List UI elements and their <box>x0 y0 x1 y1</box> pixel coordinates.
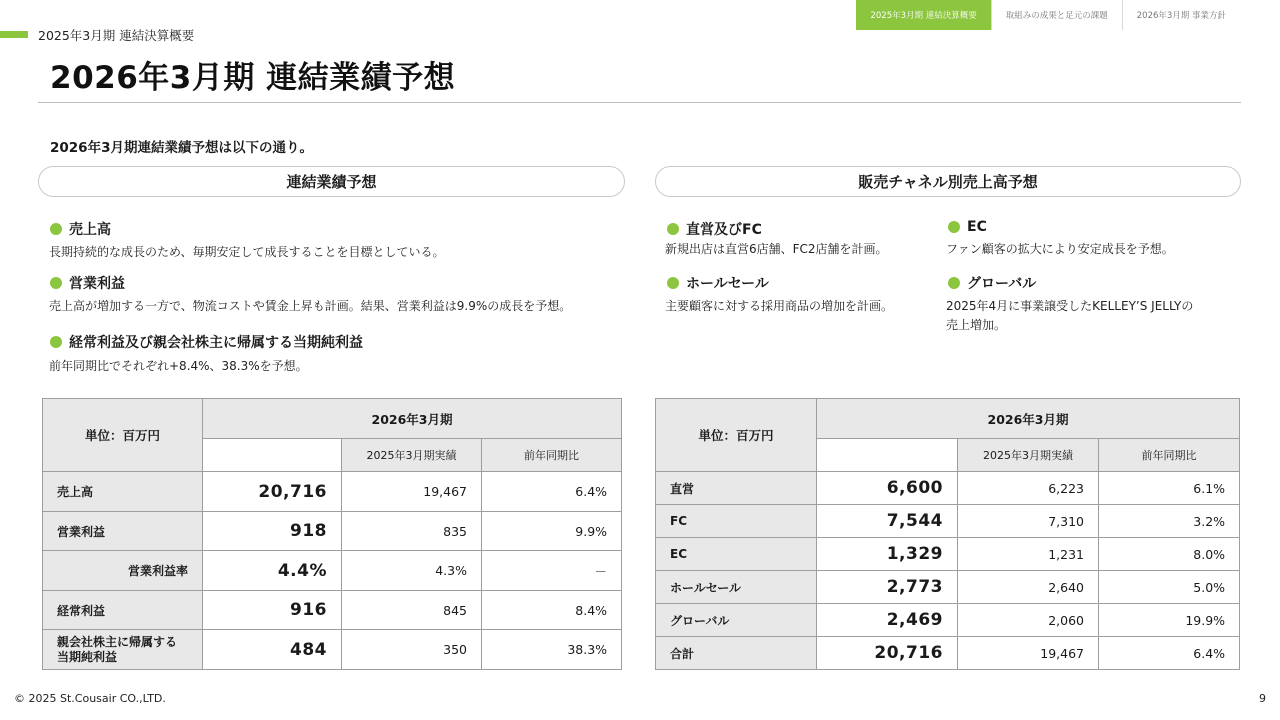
bullet-head-direct-fc <box>667 219 762 239</box>
intro-text: 2026年3月期連結業績予想は以下の通り。 <box>50 140 313 156</box>
row-label: 営業利益率 <box>43 551 203 591</box>
prev-year-value: 19,467 <box>958 637 1099 670</box>
prev-year-value: 7,310 <box>958 505 1099 538</box>
yoy-value: 5.0% <box>1099 571 1240 604</box>
table-row <box>43 630 622 670</box>
accent-bar <box>0 31 28 38</box>
table-row <box>43 512 622 551</box>
bullet-head-ec <box>948 219 987 235</box>
bullet-text-sales: 長期持続的な成長のため、毎期安定して成長することを目標としている。 <box>49 245 445 259</box>
table-row <box>43 472 622 512</box>
forecast-value: 484 <box>203 630 342 670</box>
forecast-value: 4.4% <box>203 551 342 591</box>
bullet-text-global-line1: 2025年4月に事業譲受したKELLEY’S JELLYの <box>946 299 1194 313</box>
yoy-value: 38.3% <box>482 630 622 670</box>
row-label: EC <box>656 538 817 571</box>
nav-tab-results-issues[interactable]: 取組みの成果と足元の課題 <box>991 0 1122 30</box>
row-label: 経常利益 <box>43 591 203 630</box>
prev-year-value: 4.3% <box>342 551 482 591</box>
forecast-column-header <box>817 439 958 472</box>
section-nav <box>856 0 1240 30</box>
forecast-value: 20,716 <box>817 637 958 670</box>
forecast-value: 20,716 <box>203 472 342 512</box>
forecast-value: 918 <box>203 512 342 551</box>
forecast-value: 916 <box>203 591 342 630</box>
unit-label: 単位：百万円 <box>43 399 203 472</box>
bullet-dot-icon <box>948 221 960 233</box>
bullet-head-label: 経常利益及び親会社株主に帰属する当期純利益 <box>69 335 363 351</box>
row-label-line2: 当期純利益 <box>57 649 118 664</box>
bullet-head-sales <box>50 219 111 239</box>
bullet-text-global-line2: 売上増加。 <box>946 318 1007 332</box>
bullet-dot-icon <box>50 336 62 348</box>
bullet-head-label: ホールセール <box>686 276 769 292</box>
nav-tab-business-policy[interactable]: 2026年3月期 事業方針 <box>1122 0 1240 30</box>
bullet-head-label: EC <box>967 219 987 235</box>
yoy-value: 6.1% <box>1099 472 1240 505</box>
yoy-value: 19.9% <box>1099 604 1240 637</box>
bullet-head-operating-profit <box>50 273 125 293</box>
table-row <box>43 591 622 630</box>
bullet-text-ec: ファン顧客の拡大により安定成長を予想。 <box>946 242 1174 256</box>
yoy-value: 6.4% <box>482 472 622 512</box>
bullet-dot-icon <box>948 277 960 289</box>
bullet-head-label: 売上高 <box>69 222 111 238</box>
bullet-dot-icon <box>50 277 62 289</box>
copyright: © 2025 St.Cousair CO.,LTD. <box>14 692 166 705</box>
prev-year-value: 845 <box>342 591 482 630</box>
table-row <box>656 637 1240 670</box>
prev-year-value: 2,060 <box>958 604 1099 637</box>
yoy-column-header: 前年同期比 <box>1099 439 1240 472</box>
row-label: 合計 <box>656 637 817 670</box>
forecast-value: 1,329 <box>817 538 958 571</box>
bullet-text-direct-fc: 新規出店は直営6店舗、FC2店舗を計画。 <box>665 242 888 256</box>
bullet-head-label: グローバル <box>967 276 1037 292</box>
consolidated-forecast-table <box>42 398 622 670</box>
yoy-value: 3.2% <box>1099 505 1240 538</box>
table-row <box>656 604 1240 637</box>
row-label: FC <box>656 505 817 538</box>
yoy-column-header: 前年同期比 <box>482 439 622 472</box>
bullet-text-ordinary-net-profit: 前年同期比でそれぞれ+8.4%、38.3%を予想。 <box>49 359 308 373</box>
page-number: 9 <box>1259 692 1266 705</box>
bullet-dot-icon <box>50 223 62 235</box>
row-label: 売上高 <box>43 472 203 512</box>
yoy-value: 6.4% <box>1099 637 1240 670</box>
table-row <box>656 571 1240 604</box>
channel-sales-forecast-heading: 販売チャネル別売上高予想 <box>655 166 1241 197</box>
forecast-value: 7,544 <box>817 505 958 538</box>
table-row <box>656 505 1240 538</box>
row-label: ホールセール <box>656 571 817 604</box>
period-header: 2026年3月期 <box>203 399 622 439</box>
table-row <box>656 472 1240 505</box>
prev-year-value: 2,640 <box>958 571 1099 604</box>
prev-year-value: 835 <box>342 512 482 551</box>
prev-year-value: 350 <box>342 630 482 670</box>
bullet-head-wholesale <box>667 273 769 293</box>
row-label: 直営 <box>656 472 817 505</box>
prev-year-value: 6,223 <box>958 472 1099 505</box>
unit-label: 単位：百万円 <box>656 399 817 472</box>
channel-sales-table <box>655 398 1240 670</box>
yoy-value: 8.4% <box>482 591 622 630</box>
row-label <box>43 630 203 670</box>
bullet-head-global <box>948 273 1036 293</box>
row-label-line1: 親会社株主に帰属する <box>57 634 178 649</box>
bullet-head-label: 営業利益 <box>69 276 125 292</box>
period-header: 2026年3月期 <box>817 399 1240 439</box>
yoy-value: 8.0% <box>1099 538 1240 571</box>
title-divider <box>38 102 1241 103</box>
consolidated-forecast-heading: 連結業績予想 <box>38 166 625 197</box>
bullet-dot-icon <box>667 277 679 289</box>
prev-year-column-header: 2025年3月期実績 <box>342 439 482 472</box>
yoy-value: 9.9% <box>482 512 622 551</box>
row-label: グローバル <box>656 604 817 637</box>
breadcrumb: 2025年3月期 連結決算概要 <box>38 28 195 43</box>
prev-year-value: 19,467 <box>342 472 482 512</box>
forecast-column-header <box>203 439 342 472</box>
table-row <box>43 551 622 591</box>
prev-year-value: 1,231 <box>958 538 1099 571</box>
nav-tab-financial-summary[interactable]: 2025年3月期 連結決算概要 <box>856 0 990 30</box>
forecast-value: 2,773 <box>817 571 958 604</box>
table-row <box>656 538 1240 571</box>
row-label: 営業利益 <box>43 512 203 551</box>
prev-year-column-header: 2025年3月期実績 <box>958 439 1099 472</box>
page-title: 2026年3月期 連結業績予想 <box>50 60 456 96</box>
forecast-value: 2,469 <box>817 604 958 637</box>
bullet-text-wholesale: 主要顧客に対する採用商品の増加を計画。 <box>665 299 894 313</box>
bullet-head-label: 直営及びFC <box>686 222 762 238</box>
bullet-dot-icon <box>667 223 679 235</box>
forecast-value: 6,600 <box>817 472 958 505</box>
bullet-head-ordinary-net-profit <box>50 332 363 352</box>
yoy-value: － <box>482 551 622 591</box>
bullet-text-operating-profit: 売上高が増加する一方で、物流コストや賃金上昇も計画。結果、営業利益は9.9%の成長を予想。 <box>49 299 572 313</box>
